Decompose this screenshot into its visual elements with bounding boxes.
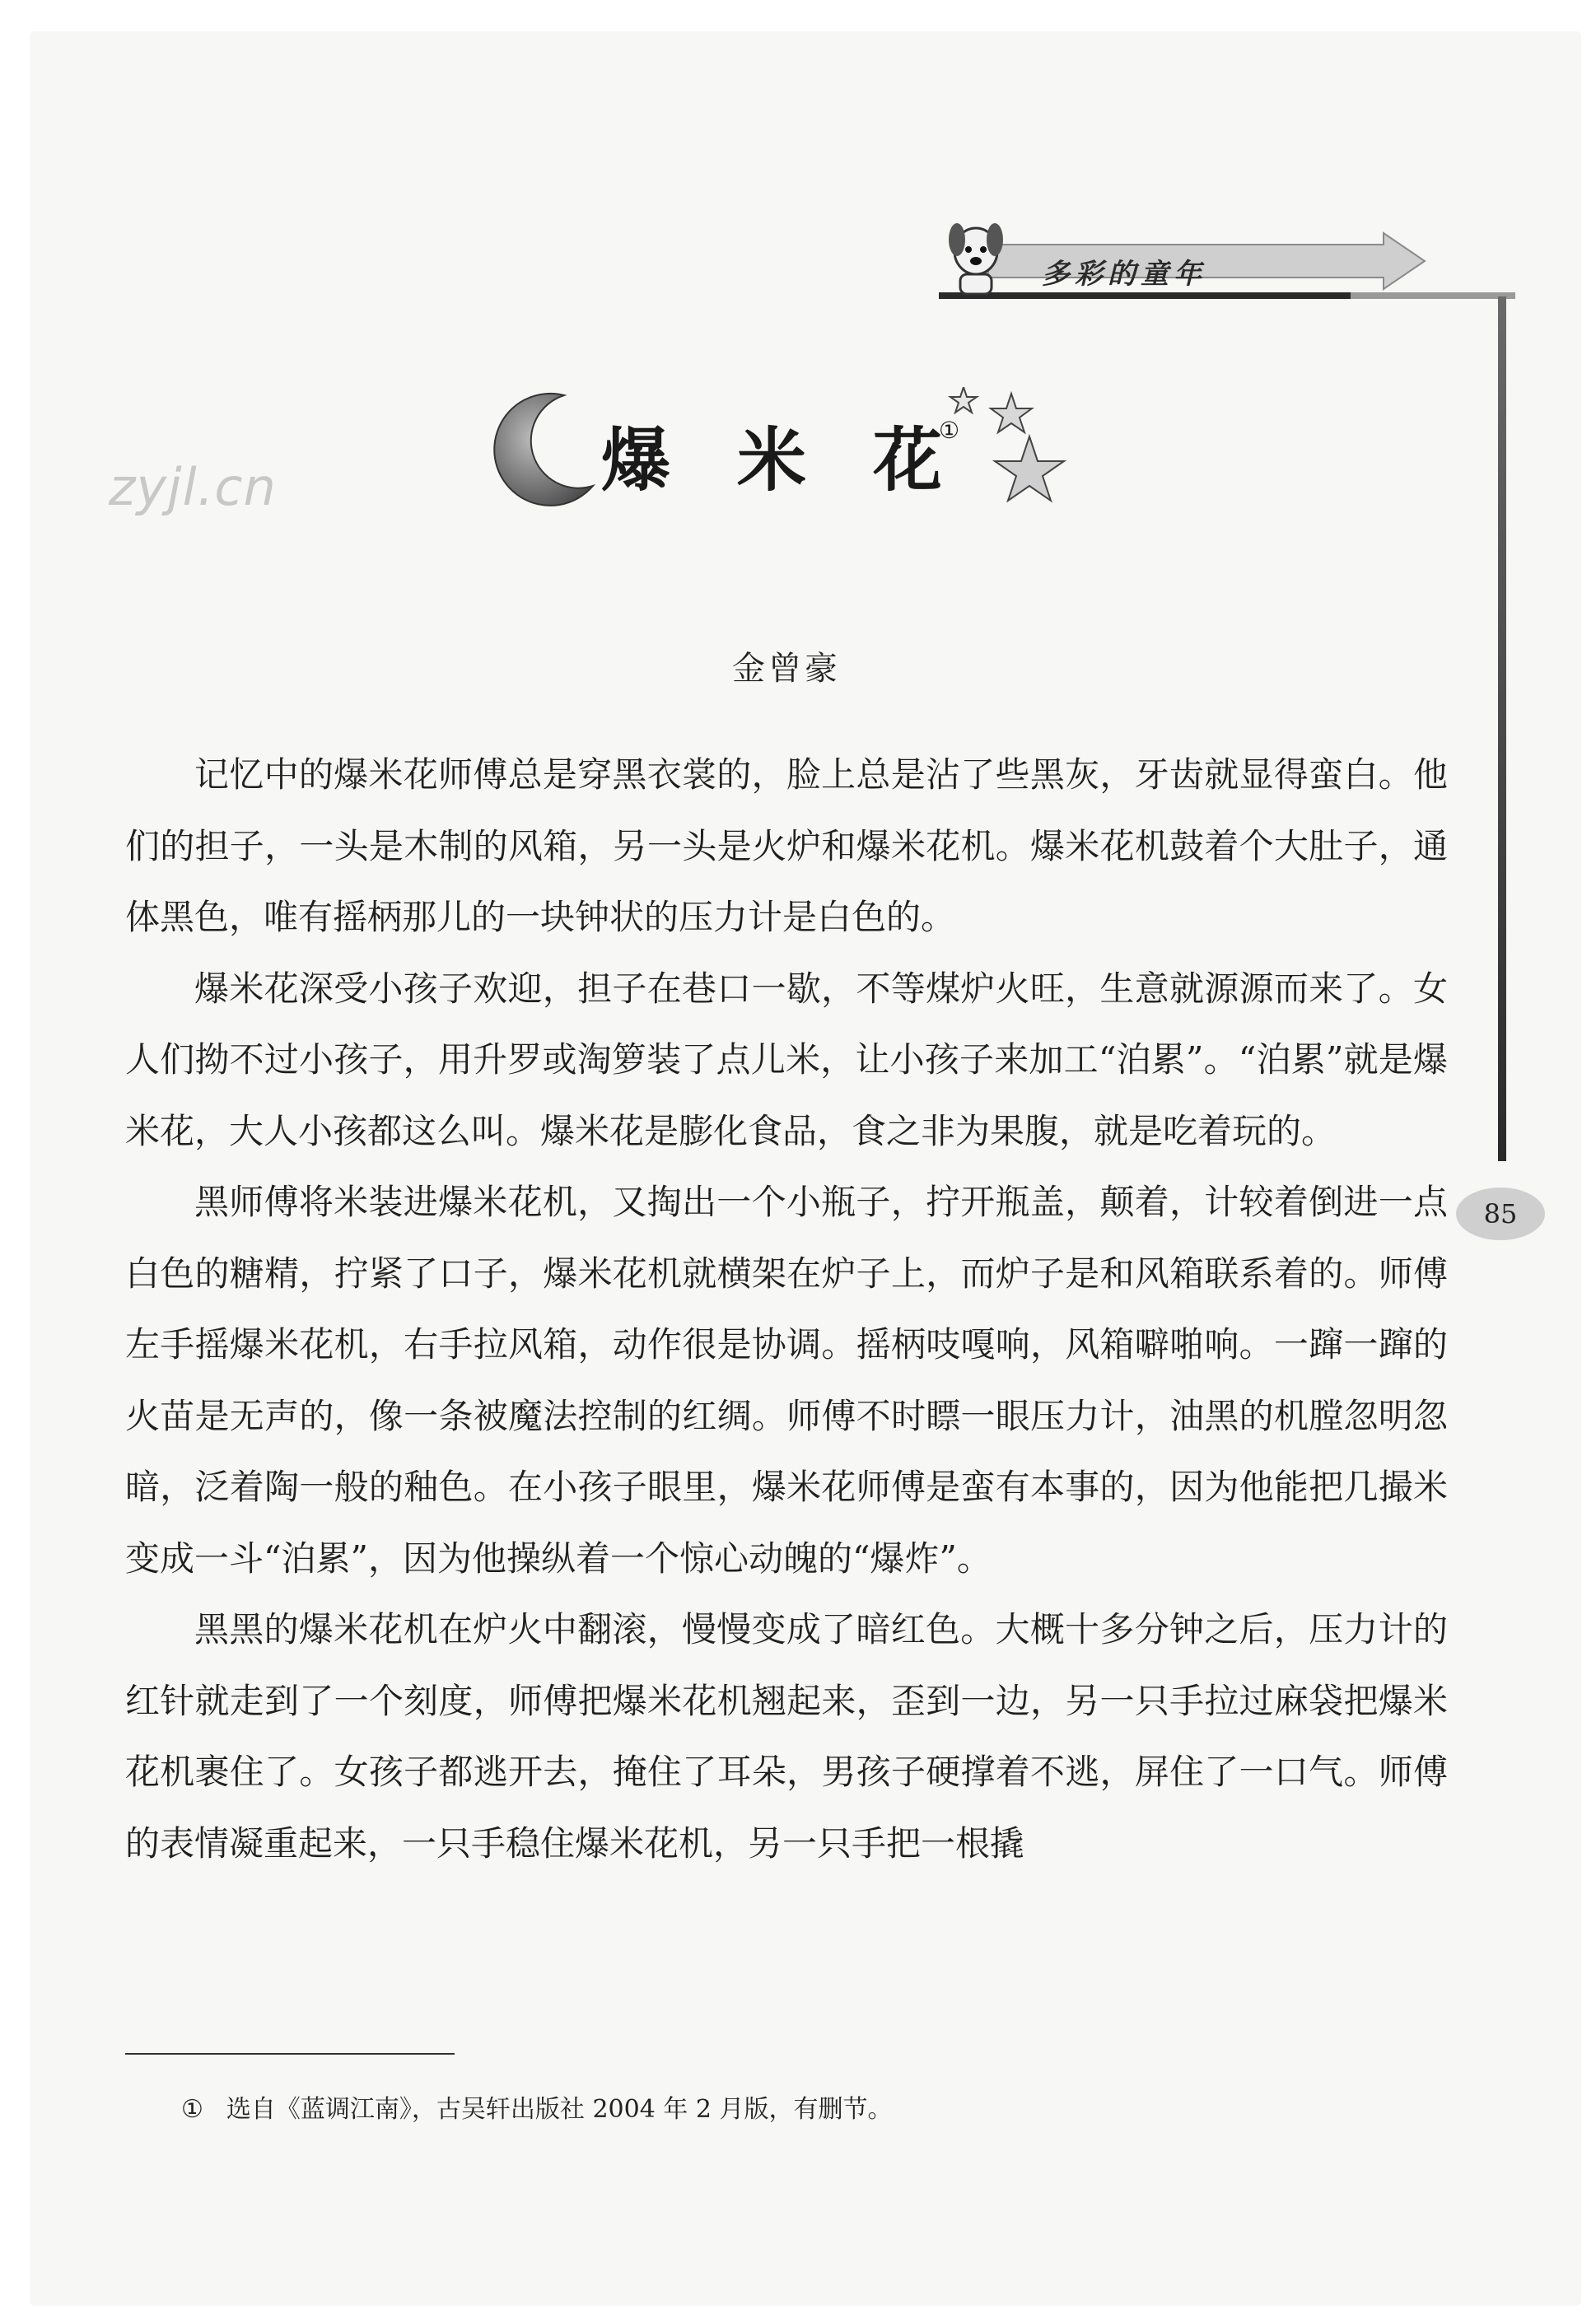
section-label: 多彩的童年	[1042, 258, 1206, 291]
watermark: zyjl.cn	[109, 457, 277, 517]
article-body	[125, 740, 1448, 1879]
title-char: 爆	[601, 419, 671, 501]
footnote-divider	[125, 2053, 455, 2055]
paragraph: 记忆中的爆米花师傅总是穿黑衣裳的，脸上总是沾了些黑灰，牙齿就显得蛮白。他们的担子，一头是木制的风箱，另一头是火炉和爆米花机。爆米花机鼓着个大肚子，通体黑色，唯有摇柄那儿的一块钟状的压力计是白色的。	[125, 754, 1448, 937]
footnote-mark: ①	[181, 2095, 203, 2124]
title-char: 米	[737, 419, 807, 501]
paragraph: 黑师傅将米装进爆米花机，又掏出一个小瓶子，拧开瓶盖，颠着，计较着倒进一点白色的糖精，拧紧了口子，爆米花机就横架在炉子上，而炉子是和风箱联系着的。师傅左手摇爆米花机，右手拉风箱，动作很是协调。摇柄吱嘎响，风箱噼啪响。一蹿一蹿的火苗是无声的，像一条被魔法控制的红绸。师傅不时瞟一眼压力计，油黑的机膛忽明忽暗，泛着陶一般的釉色。在小孩子眼里，爆米花师傅是蛮有本事的，因为他能把几撮米变成一斗“泊累”，因为他操纵着一个惊心动魄的“爆炸”。	[125, 1182, 1448, 1579]
puppy-icon	[939, 210, 1013, 301]
title-char: 花	[873, 419, 943, 501]
article-title	[601, 405, 960, 504]
paragraph: 黑黑的爆米花机在炉火中翻滚，慢慢变成了暗红色。大概十多分钟之后，压力计的红针就走到了一个刻度，师傅把爆米花机翘起来，歪到一边，另一只手拉过麻袋把爆米花机裹住了。女孩子都逃开去，掩住了耳朵，男孩子硬撑着不逃，屏住了一口气。师傅的表情凝重起来，一只手稳住爆米花机，另一只手把一根撬	[125, 1609, 1448, 1864]
footnote	[181, 2088, 893, 2125]
footnote-text: 选自《蓝调江南》，古吴轩出版社 2004 年 2 月版，有删节。	[226, 2095, 893, 2124]
paragraph: 爆米花深受小孩子欢迎，担子在巷口一歇，不等煤炉火旺，生意就源源而来了。女人们拗不过小孩子，用升罗或淘箩装了点儿米，让小孩子来加工“泊累”。“泊累”就是爆米花，大人小孩都这么叫。爆米花是膨化食品，食之非为果腹，就是吃着玩的。	[125, 968, 1448, 1151]
moon-icon	[486, 387, 609, 511]
right-margin-rule	[1498, 296, 1506, 1161]
title-footnote-mark: ①	[939, 417, 960, 444]
section-header	[939, 210, 1515, 309]
author: 金曾豪	[732, 650, 841, 688]
page-number: 85	[1456, 1187, 1545, 1240]
